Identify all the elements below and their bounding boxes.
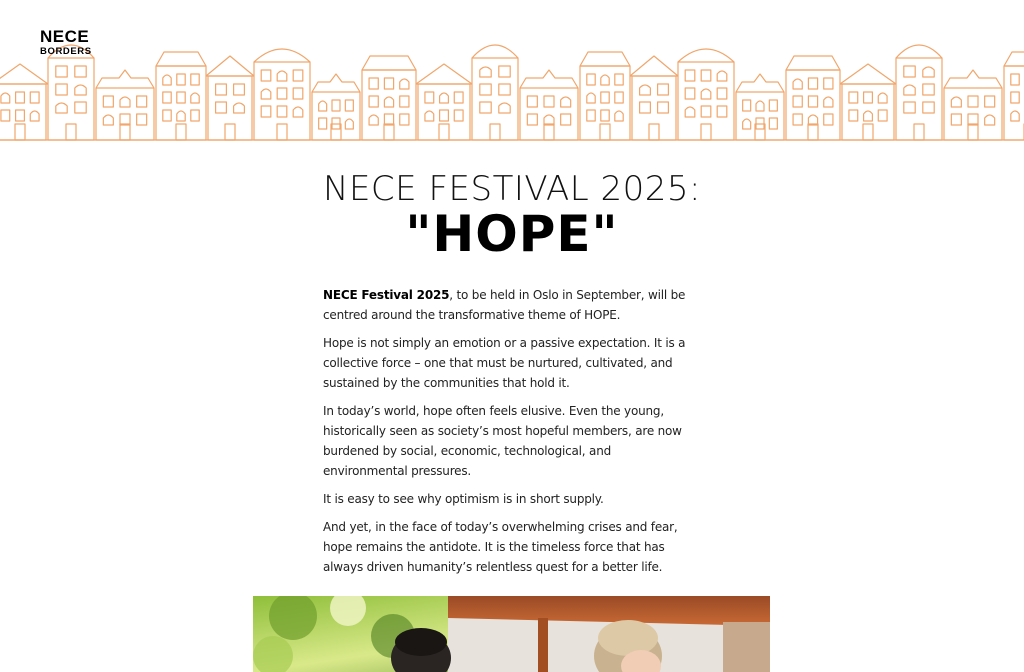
paragraph-3: In today’s world, hope often feels elusive. Even the young, historically seen as society’s most hopeful members, are now burdened by social, economic, technological, and environmental pressures. [323,404,682,478]
festival-name: NECE Festival 2025 [323,288,450,302]
title-line-1: NECE FESTIVAL 2025: [323,169,701,209]
festival-photo [253,596,770,672]
paragraph-4: It is easy to see why optimism is in short supply. [323,492,604,506]
intro-text: , to be held in Oslo in September, will be centred around the transformative theme of HOPE. [323,288,686,322]
houses-banner [0,0,1024,142]
article-body [323,285,698,585]
paragraph-5: And yet, in the face of today’s overwhelming crises and fear, hope remains the antidote. It is the timeless force that has always driven humanity’s relentless quest for a better life. [323,520,678,574]
paragraph-2: Hope is not simply an emotion or a passive expectation. It is a collective force – one that must be nurtured, cultivated, and sustained by the communities that hold it. [323,336,686,390]
logo-line-1: NECE [40,27,90,46]
logo-line-2: BORDERS [40,46,92,57]
page-title [0,168,1024,262]
title-line-2: "HOPE" [405,205,619,263]
paragraph-intro [323,285,698,325]
nece-borders-logo[interactable] [40,28,100,58]
